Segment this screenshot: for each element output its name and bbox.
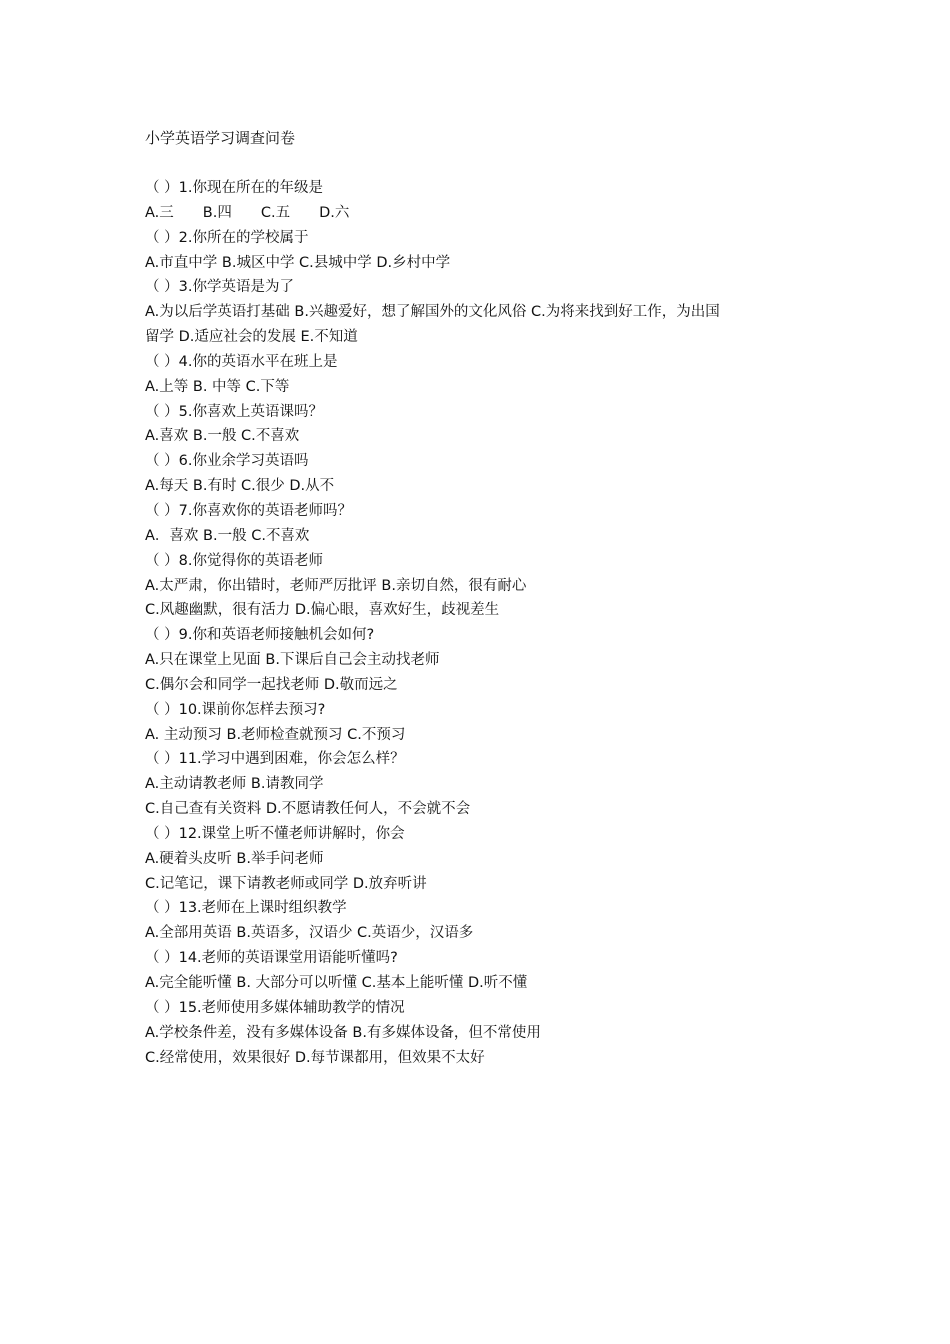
answer-options-line: C.偶尔会和同学一起找老师 D.敬而远之 — [145, 676, 398, 693]
question-line: （ ）12.课堂上听不懂老师讲解时，你会 — [145, 825, 405, 842]
question-line: （ ）2.你所在的学校属于 — [145, 229, 309, 246]
answer-options-line: A.硬着头皮听 B.举手问老师 — [145, 850, 324, 867]
answer-options-line: A.太严肃，你出错时，老师严厉批评 B.亲切自然，很有耐心 — [145, 577, 527, 594]
answer-options-line: A.市直中学 B.城区中学 C.县城中学 D.乡村中学 — [145, 254, 451, 271]
answer-options-line: A.上等 B. 中等 C.下等 — [145, 378, 290, 395]
question-line: （ ）8.你觉得你的英语老师 — [145, 552, 323, 569]
answer-options-line: A. 主动预习 B.老师检查就预习 C.不预习 — [145, 726, 406, 743]
answer-options-line: A.只在课堂上见面 B.下课后自己会主动找老师 — [145, 652, 440, 669]
answer-options-line: C.经常使用，效果很好 D.每节课都用，但效果不太好 — [145, 1049, 485, 1066]
question-line: （ ）9.你和英语老师接触机会如何? — [145, 627, 375, 644]
answer-options-line: A.全部用英语 B.英语多，汉语少 C.英语少，汉语多 — [145, 925, 474, 942]
question-line: （ ）5.你喜欢上英语课吗？ — [145, 403, 323, 420]
answer-options-line: A．喜欢 B.一般 C.不喜欢 — [145, 527, 310, 544]
answer-options-line: C.记笔记，课下请教老师或同学 D.放弃听讲 — [145, 875, 427, 892]
question-line: （ ）13.老师在上课时组织教学 — [145, 900, 347, 917]
document-title: 小学英语学习调查问卷 — [145, 129, 296, 147]
question-line: （ ）1.你现在所在的年级是 — [145, 180, 323, 196]
answer-options-line: A.三 B.四 C.五 D.六 — [145, 204, 350, 221]
answer-options-line: A.完全能听懂 B. 大部分可以听懂 C.基本上能听懂 D.听不懂 — [145, 975, 528, 991]
question-line: （ ）4.你的英语水平在班上是 — [145, 353, 338, 370]
answer-options-line: A.学校条件差，没有多媒体设备 B.有多媒体设备，但不常使用 — [145, 1024, 541, 1041]
answer-options-line: A.主动请教老师 B.请教同学 — [145, 776, 324, 793]
answer-options-line: 留学 D.适应社会的发展 E.不知道 — [145, 329, 358, 346]
answer-options-line: A.喜欢 B.一般 C.不喜欢 — [145, 428, 300, 445]
question-line: （ ）3.你学英语是为了 — [145, 279, 294, 296]
answer-options-line: A.为以后学英语打基础 B.兴趣爱好，想了解国外的文化风俗 C.为将来找到好工作，为出国 — [145, 304, 720, 321]
question-line: （ ）11.学习中遇到困难，你会怎么样？ — [145, 751, 405, 768]
answer-options-line: C.风趣幽默，很有活力 D.偏心眼，喜欢好生，歧视差生 — [145, 602, 500, 619]
question-line: （ ）15.老师使用多媒体辅助教学的情况 — [145, 999, 405, 1016]
question-line: （ ）14.老师的英语课堂用语能听懂吗? — [145, 950, 398, 967]
question-line: （ ）7.你喜欢你的英语老师吗？ — [145, 502, 352, 519]
answer-options-line: A.每天 B.有时 C.很少 D.从不 — [145, 478, 335, 495]
question-line: （ ）10.课前你怎样去预习? — [145, 701, 326, 718]
question-line: （ ）6.你业余学习英语吗 — [145, 453, 309, 470]
answer-options-line: C.自己查有关资料 D.不愿请教任何人，不会就不会 — [145, 801, 471, 818]
questionnaire-body — [145, 176, 815, 1070]
